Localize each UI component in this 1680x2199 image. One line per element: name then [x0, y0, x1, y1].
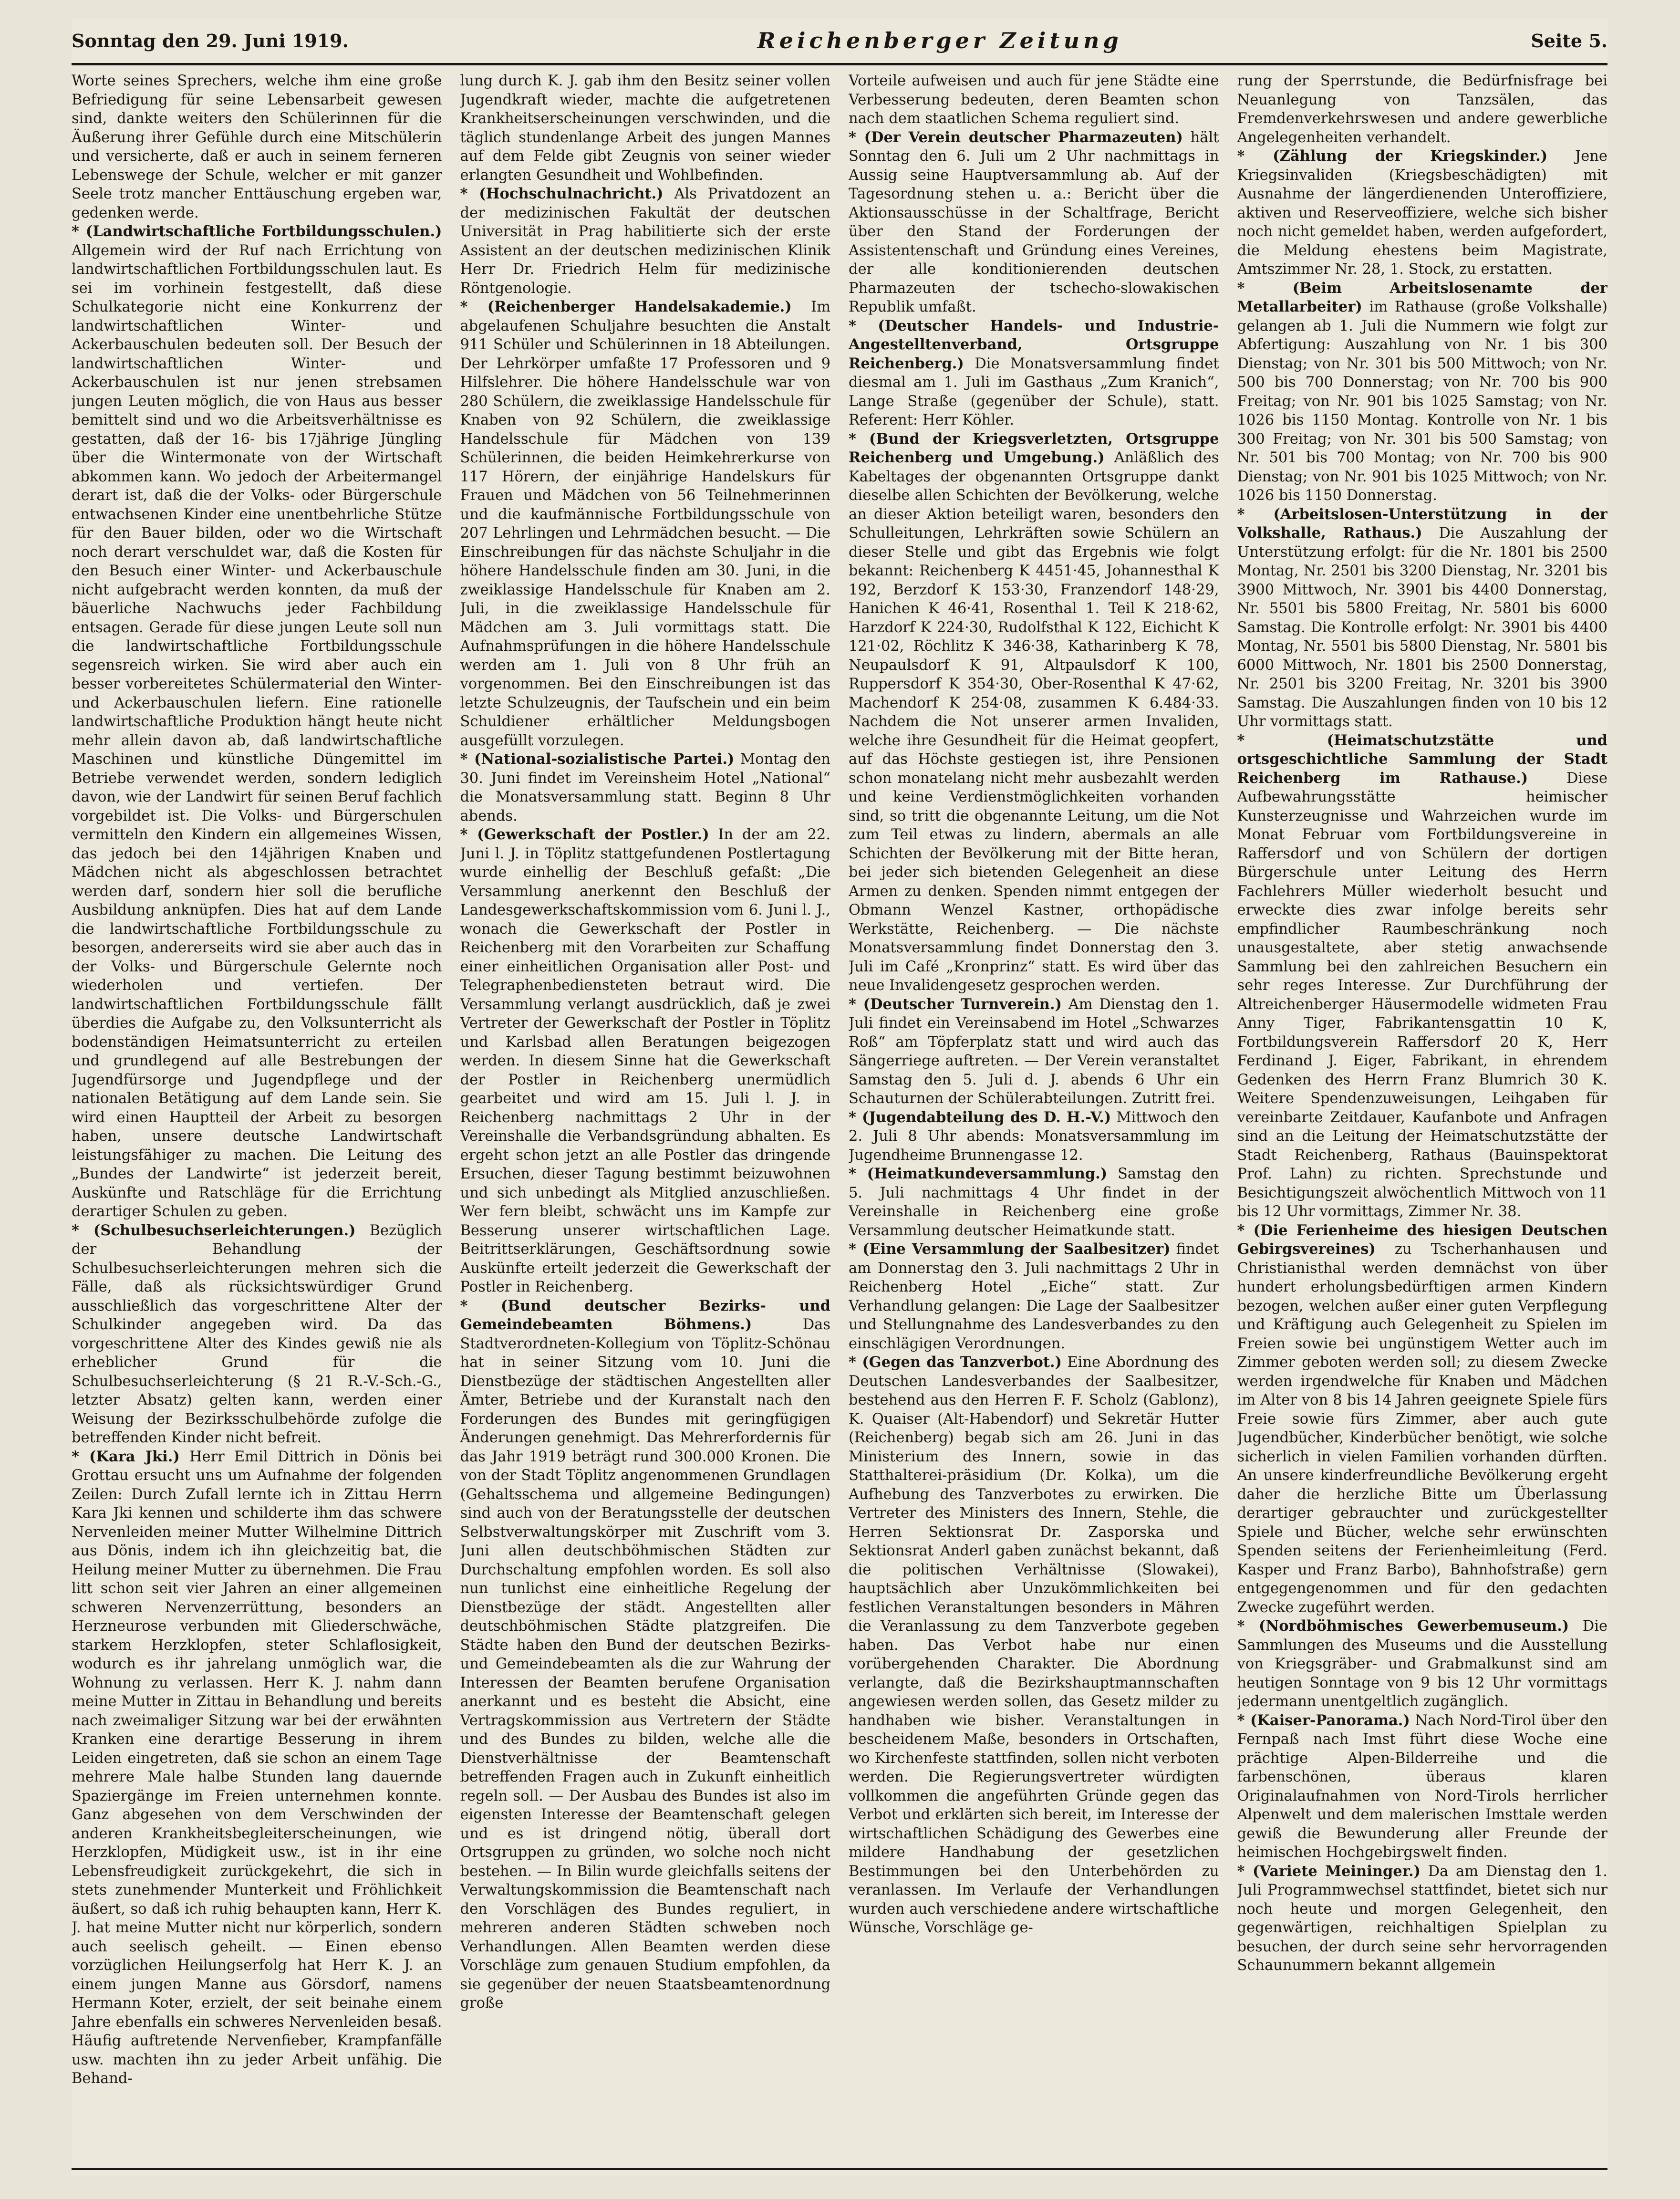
article-body: im Rathause (große Volkshalle) gelangen ab 1. Juli die Nummern wie folgt zur Abfertigung: Auszahlung von Nr. 1 bis 300 Dienstag; von Nr. 301 bis 500 Mittwoch; von Nr. 500 bis 700 Donnerstag; von Nr. 700 bis 900 Freitag; von Nr. 901 bis 1025 Samstag; von Nr. 1026 bis 1150 Montag. Kontrolle von Nr. 1 bis 300 Freitag; von Nr. 301 bis 500 Samstag; von Nr. 501 bis 700 Montag; von Nr. 700 bis 900 Dienstag; von Nr. 901 bis 1025 Mittwoch; von Nr. 1026 bis 1150 Donnerstag. — [1237, 299, 1607, 504]
article-heading: * (Nordböhmisches Gewerbemuseum.) — [1237, 1617, 1569, 1635]
article-heading: * (Beim Arbeitslosenamte der Metallarbeiter) — [1237, 279, 1607, 315]
article-heading: * (Landwirtschaftliche Fortbildungsschulen.) — [72, 223, 442, 240]
article-heading: * (Zählung der Kriegskinder.) — [1237, 147, 1548, 165]
article-body: Im abgelaufenen Schuljahre besuchten die Anstalt 911 Schüler und Schülerinnen in 18 Abteilungen. Der Lehrkörper umfaßte 17 Professoren und 9 Hilfslehrer. Die höhere Handelsschule war von 280 Schülern, die zweiklassige Handelsschule für Knaben von 92 Schülern, die zweiklassige Handelsschule für Mädchen von 139 Schülerinnen, die beiden Heimkehrerkurse von 117 Hörern, der einjährige Handelskurs für Frauen und Mädchen von 56 Teilnehmerinnen und die kaufmännische Fortbildungsschule von 207 Lehrlingen und Lehrmädchen besucht. — Die Einschreibungen für das nächste Schuljahr in die höhere Handelsschule finden am 30. Juni, in die zweiklassige Handelsschule für Knaben am 2. Juli, in die zweiklassige Handelsschule für Mädchen am 3. Juli vormittags statt. Die Aufnahmsprüfungen in die höhere Handelsschule werden am 1. Juli von 8 Uhr früh an vorgenommen. Bei den Einschreibungen ist das letzte Schulzeugnis, der Taufschein und ein beim Schuldiener erhältlicher Meldungsbogen ausgefüllt vorzulegen. — [460, 299, 830, 749]
article — [72, 1448, 442, 2088]
article-heading: * (Variete Meininger.) — [1237, 1862, 1421, 1880]
column-2 — [460, 72, 831, 2166]
article-body: Mittwoch den 2. Juli 8 Uhr abends: Monatsversammlung im Jugendheime Brunnengasse 12. — [849, 1109, 1219, 1164]
article-body: zu Tscherhanhausen und Christianisthal werden demnächst von über hundert erholungsbedürftigen armen Kindern bezogen, welchen außer einer guten Verpflegung und Kräftigung auch Gelegenheit zu Spielen im Freien sowie bei ungünstigem Wetter auch im Zimmer geboten werden soll; zu diesem Zwecke werden irgendwelche für Knaben und Mädchen im Alter von 8 bis 14 Jahren geeignete Spiele fürs Freie sowie fürs Zimmer, aber auch gute Jugendbücher, Kinderbücher benötigt, wie solche sicherlich in vielen Familien vorhanden dürften. An unsere kinderfreundliche Bevölkerung ergeht daher die herzliche Bitte um Überlassung derartiger gebrauchter und zurückgestellter Spiele und Bücher, welche sehr erwünschten Spenden seitens der Ferienheimleitung (Ferd. Kasper und Franz Barbo), Bahnhofstraße) gern entgegengenommen und für den gedachten Zwecke zugeführt werden. — [1237, 1241, 1607, 1616]
article — [849, 995, 1219, 1108]
masthead-title: Reichenberger Zeitung — [757, 28, 1122, 53]
article — [1237, 1862, 1608, 1975]
article-heading: * (Schulbesuchserleichterungen.) — [72, 1221, 356, 1239]
article-heading: * (Deutscher Handels- und Industrie-Angestelltenverband, Ortsgruppe Reichenberg.) — [849, 317, 1219, 372]
article-body: Herr Emil Dittrich in Dönis bei Grottau ersucht uns um Aufnahme der folgenden Zeilen: Durch Zufall lernte ich in Zittau Herrn Kara Jki kennen und schilderte ihm das schwere Nervenleiden meiner Mutter Wilhelmine Dittrich aus Dönis, indem ich ihn gleichzeitig bat, die Heilung meiner Mutter zu übernehmen. Die Frau litt schon seit vier Jahren an einer allgemeinen schweren Nervenzerrüttung, besonders an Herzneurose verbunden mit Gliederschwäche, starkem Herzklopfen, steter Schlaflosigkeit, wodurch es ihr jahrelang unmöglich war, die Wohnung zu verlassen. Herr K. J. nahm dann meine Mutter in Zittau in Behandlung und bereits nach zweimaliger Sitzung war bei der erwähnten Kranken eine derartige Besserung in ihrem Leiden eingetreten, daß sie schon an einem Tage mehrere Male halbe Stunden lang dauernde Spaziergänge im Freien unternehmen konnte. Ganz abgesehen von dem Verschwinden der anderen Krankheitsbegleiterscheinungen, wie Herzklopfen, Müdigkeit usw., ist in ihr eine Lebensfreudigkeit zurückgekehrt, die sich in stets zunehmender Munterkeit und Fröhlichkeit äußert, so daß ich ruhig behaupten kann, Herr K. J. hat meine Mutter nicht nur körperlich, sondern auch seelisch geheilt. — Einen ebenso vorzüglichen Heilungserfolg hat Herr K. J. an einem jungen Manne aus Görsdorf, namens Hermann Koter, erzielt, der seit beinahe einem Jahre ebenfalls ein schweres Nervenleiden besaß. Häufig auftretende Nervenfieber, Krampfanfälle usw. machten ihn zu jeder Arbeit unfähig. Die Behand- — [72, 1448, 442, 2087]
article-heading: * (Gegen das Tanzverbot.) — [849, 1354, 1062, 1371]
article — [72, 1221, 442, 1448]
article-heading: * (Jugendabteilung des D. H.-V.) — [849, 1108, 1111, 1126]
article-body: Nach Nord-Tirol über den Fernpaß nach Imst führt diese Woche eine prächtige Alpen-Bilderreihe und die farbenschönen, überaus klaren Originalaufnahmen von Nord-Tirols herrlicher Alpenwelt und dem malerischen Imsttale werden gewiß die Bewunderung aller Freunde der heimischen Hochgebirgswelt finden. — [1237, 1712, 1607, 1861]
article — [849, 317, 1219, 430]
article — [460, 1297, 831, 2013]
header-rule — [72, 63, 1607, 65]
article — [849, 1353, 1219, 1938]
article-body: In der am 22. Juni l. J. in Töplitz stattgefundenen Postlertagung wurde einhellig der Beschluß gefaßt: „Die Versammlung anerkennt den Beschluß der Landesgewerkschaftskommission vom 6. Juni l. J., wonach die Gewerkschaft der Postler in Reichenberg mit den Vorarbeiten zur Schaffung einer einheitlichen Organisation aller Post- und Telegraphenbediensteten betraut wird. Die Versammlung verlangt ausdrücklich, daß je zwei Vertreter der Gewerkschaft der Postler in Töplitz und Karlsbad allen Beratungen beigezogen werden. In diesem Sinne hat die Gewerkschaft der Postler in Reichenberg unermüdlich gearbeitet und wird am 15. Juli l. J. in Reichenberg nachmittags 2 Uhr in der Vereinshalle die Verbandsgründung abhalten. Es ergeht schon jetzt an alle Postler das dringende Ersuchen, dieser Tagung bestimmt beizuwohnen und sich unbedingt als Mitglied anzuschließen. Wer fern bleibt, schwächt uns im Kampfe zur Besserung unserer wirtschaftlichen Lage. Beitrittserklärungen, Geschäftsordnung sowie Auskünfte erteilt jederzeit die Gewerkschaft der Postler in Reichenberg. — [460, 826, 830, 1295]
page-header — [72, 24, 1607, 57]
article-body: Diese Aufbewahrungsstätte heimischer Kunsterzeugnisse und Wahrzeichen wurde im Monat Februar vom Fortbildungsvereine in Raffersdorf und von Schülern der dortigen Bürgerschule unter Leitung des Herrn Fachlehrers Müller wiederholt besucht und erweckte dies zwar infolge bereits sehr empfindlicher Raumbeschränkung noch unausgestaltete, aber stetig anwachsende Sammlung bei den zahlreichen Besuchern ein sehr reges Interesse. Zur Durchführung der Altreichenberger Häusermodelle widmeten Frau Anny Tiger, Fabrikantensgattin 10 K, Fortbildungsverein Raffersdorf 20 K, Herr Ferdinand J. Eiger, Fabrikant, in ehrendem Gedenken des Herrn Franz Blumrich 30 K. Weitere Spendenzuweisungen, Leihgaben für vereinbarte Zeitdauer, Kaufanbote und Anfragen sind an die Leitung der Heimatschutzstätte der Stadt Reichenberg, Rathaus (Bauinspektorat Prof. Lahn) zu richten. Sprechstunde und Besichtigungszeit alwöchentlich Mittwoch von 11 bis 12 Uhr vormittags, Zimmer Nr. 38. — [1237, 770, 1607, 1220]
article-body: Die Monatsversammlung findet diesmal am 1. Juli im Gasthaus „Zum Kranich“, Lange Straße (gegenüber der Schule), statt. Referent: Herr Köhler. — [849, 355, 1219, 428]
article — [460, 185, 831, 298]
article-heading: * (Heimatkundeversammlung.) — [849, 1165, 1108, 1182]
article-heading: * (Hochschulnachricht.) — [460, 185, 664, 202]
article-columns — [72, 72, 1607, 2166]
column-4 — [1237, 72, 1608, 2166]
article-body: Montag den 30. Juni findet im Vereinsheim Hotel „National“ die Monatsversammlung statt. Beginn 8 Uhr abends. — [460, 751, 830, 824]
article — [849, 430, 1219, 995]
article-body: Bezüglich der Behandlung der Schulbesuchserleichterungen mehren sich die Fälle, daß als rücksichtswürdiger Grund ausschließlich das vorgeschrittene Alter der Schulkinder angegeben wird. Da das vorgeschrittene Alter des Kindes gewiß nie als erheblicher Grund für die Schulbesuchserleichterung (§ 21 R.-V.-Sch.-G., letzter Absatz) gelten kann, werden einer Weisung der Bezirksschulbehörde zufolge die betreffenden Kinder nicht befreit. — [72, 1222, 442, 1446]
header-date: Sonntag den 29. Juni 1919. — [72, 30, 349, 52]
article-heading: * (Deutscher Turnverein.) — [849, 995, 1062, 1013]
footer-rule — [72, 2168, 1607, 2170]
article — [1237, 1711, 1608, 1862]
article — [72, 222, 442, 1221]
article-heading: * (Reichenberger Handelsakademie.) — [460, 298, 792, 315]
article-heading: * (Arbeitslosen-Unterstützung in der Volkshalle, Rathaus.) — [1237, 505, 1607, 542]
article — [849, 1108, 1219, 1165]
article-heading: * (Eine Versammlung der Saalbesitzer) — [849, 1240, 1171, 1258]
article-heading: * (Kara Jki.) — [72, 1448, 180, 1465]
article — [849, 1165, 1219, 1240]
article-heading: * (Kaiser-Panorama.) — [1237, 1711, 1410, 1729]
article — [1237, 731, 1608, 1221]
article — [849, 1240, 1219, 1353]
article-body: Jene Kriegsinvaliden (Kriegsbeschädigten) mit Ausnahme der längerdienenden Unteroffiziere, aktiven und Reserveoffiziere, welche sich bisher noch nicht gemeldet haben, werden aufgefordert, die Meldung ehestens beim Magistrate, Amtszimmer Nr. 28, 1. Stock, zu erstatten. — [1237, 148, 1607, 278]
article-continuation: Worte seines Sprechers, welche ihm eine große Befriedigung für seine Lebensarbeit gewesen sind, dankte weiters den Schülerinnen für die Äußerung ihrer Gefühle durch eine Mitschülerin und versicherte, daß er auch in seinem ferneren Lebenswege der Schule, welcher er mit ganzer Seele trotz mancher Enttäuschung ergeben war, gedenken werde. — [72, 73, 442, 221]
article — [1237, 1617, 1608, 1711]
article-continuation: Vorteile aufweisen und auch für jene Städte eine Verbesserung bedeuten, deren Beamten schon nach dem staatlichen Schema reguliert sind. — [849, 73, 1219, 127]
article-body: findet am Donnerstag den 3. Juli nachmittags 2 Uhr in Reichenberg Hotel „Eiche“ statt. Zur Verhandlung gelangen: Die Lage der Saalbesitzer und Stellungnahme des Landesverbandes zu den einschlägigen Verordnungen. — [849, 1241, 1219, 1352]
article-body: Die Auszahlung der Unterstützung erfolgt: für die Nr. 1801 bis 2500 Montag, Nr. 2501 bis 3200 Dienstag, Nr. 3201 bis 3900 Mittwoch, Nr. 3901 bis 4400 Donnerstag, Nr. 5501 bis 5800 Freitag, Nr. 5801 bis 6000 Samstag. Die Kontrolle erfolgt: Nr. 3901 bis 4400 Montag, Nr. 5501 bis 5800 Dienstag, Nr. 5801 bis 6000 Mittwoch, Nr. 1801 bis 2500 Donnerstag, Nr. 2501 bis 3200 Freitag, Nr. 3201 bis 3900 Samstag. Die Auszahlungen finden von 10 bis 12 Uhr vormittags statt. — [1237, 525, 1607, 730]
article-heading: * (National-sozialistische Partei.) — [460, 750, 735, 768]
article-body: Samstag den 5. Juli nachmittags 4 Uhr findet in der Vereinshalle in Reichenberg eine große Versammlung deutscher Heimatkunde statt. — [849, 1166, 1219, 1239]
article-body: Eine Abordnung des Deutschen Landesverbandes der Saalbesitzer, bestehend aus den Herren F. F. Scholz (Gablonz), K. Quaiser (Alt-Habendorf) und Sekretär Hutter (Reichenberg) begab sich am 26. Juni in das Ministerium des Innern, sowie in das Statthalterei-präsidium (Dr. Kolka), um die Aufhebung des Tanzverbotes zu erwirken. Die Vertreter des Ministers des Innern, Stehle, die Herren Sektionsrat Dr. Zasporska und Sektionsrat Anderl gaben zunächst bekannt, daß die politischen Verhältnisse (Slowakei), hauptsächlich aber Unzukömmlichkeiten bei festlichen Veranstaltungen besonders in Mähren die Veranlassung zu dem Tanzverbote gegeben haben. Das Verbot habe nur einen vorübergehenden Charakter. Die Abordnung verlangte, daß die Bezirkshauptmannschaften angewiesen werden sollen, das Gesetz milder zu handhaben wie bisher. Veranstaltungen in bescheidenem Maße, besonders in Ortschaften, wo Kirchenfeste stattfinden, sollen nicht verboten werden. Die Regierungsvertreter würdigten vollkommen die angeführten Gründe gegen das Verbot und erklärten sich bereit, im Interesse der wirtschaftlichen Schädigung des Gewerbes eine mildere Handhabung der gesetzlichen Bestimmungen bei den Unterbehörden zu veranlassen. Im Verlaufe der Verhandlungen wurden auch verschiedene andere wirtschaftliche Wünsche, Vorschläge ge- — [849, 1354, 1219, 1936]
article — [1237, 505, 1608, 731]
article-body: Die Sammlungen des Museums und die Ausstellung von Kriegsgräber- und Grabmalkunst sind am heutigen Sonntage von 9 bis 12 Uhr vormittags jedermann unentgeltlich zugänglich. — [1237, 1618, 1607, 1710]
newspaper-page — [72, 19, 1607, 2176]
article-body: Allgemein wird der Ruf nach Errichtung von landwirtschaftlichen Fortbildungsschulen laut. Es sei im vorhinein festgestellt, daß diese Schulkategorie nicht eine Konkurrenz der landwirtschaftlichen Winter- und Ackerbauschulen bedeuten soll. Der Besuch der landwirtschaftlichen Winter- und Ackerbauschulen ist nur jenen strebsamen jungen Leuten möglich, die von Haus aus besser bemittelt sind und wo die Arbeitsverhältnisse es gestatten, daß der 16- bis 17jährige Jüngling über die Wintermonate von der Wirtschaft abkommen kann. Wo jedoch der Arbeitermangel derart ist, daß die der Volks- oder Bürgerschule entwachsenen Kinder eine unentbehrliche Stütze für den Bauer bilden, oder wo die Wirtschaft noch derart verschuldet war, daß die Kosten für den Besuch einer Winter- und Ackerbauschule nicht aufgebracht werden konnten, da muß der bäuerliche Nachwuchs jeder Fachbildung entsagen. Gerade für diese jungen Leute soll nun die landwirtschaftliche Fortbildungsschule segensreich wirken. Sie wird aber auch ein besser vorbereitetes Schülermaterial den Winter- und Ackerbauschulen liefern. Eine rationelle landwirtschaftliche Produktion hängt heute nicht mehr allein davon ab, daß landwirtschaftliche Maschinen und künstliche Düngemittel im Betriebe verwendet werden, sondern lediglich davon, wie der Landwirt für seinen Beruf fachlich vorgebildet ist. Die Volks- und Bürgerschulen vermitteln den Kindern ein allgemeines Wissen, das jedoch bei den 14jährigen Knaben und Mädchen nicht als abgeschlossen betrachtet werden darf, sondern hier soll die berufliche Ausbildung anknüpfen. Dies hat auf dem Lande die landwirtschaftliche Fortbildungsschule zu besorgen, andererseits wird sie aber auch das in der Volks- und Bürgerschule Gelernte noch wiederholen und vertiefen. Der landwirtschaftlichen Fortbildungsschule fällt überdies die Aufgabe zu, den Volksunterricht als bodenständigen Heimatsunterricht zu erteilen und grundlegend auf alle Bestrebungen der Jugendfürsorge und Jugendpflege und der nationalen Betätigung auf dem Lande sein. Sie wird einen Hauptteil der Arbeit zu besorgen haben, unsere deutsche Landwirtschaft leistungsfähiger zu machen. Die Leitung des „Bundes der Landwirte“ ist jederzeit bereit, Auskünfte und Ratschläge für die Errichtung derartiger Schulen zu geben. — [72, 242, 442, 1220]
article — [849, 128, 1219, 317]
article-body: Am Dienstag den 1. Juli findet ein Vereinsabend im Hotel „Schwarzes Roß“ am Töpferplatz statt und wird auch das Sängerriege auftreten. — Der Verein veranstaltet Samstag den 5. Juli d. J. abends 6 Uhr ein Schauturnen der Schülerabteilungen. Zutritt frei. — [849, 996, 1219, 1107]
article-body: Das Stadtverordneten-Kollegium von Töplitz-Schönau hat in seiner Sitzung vom 10. Juni die Dienstbezüge der städtischen Angestellten aller Ämter, Betriebe und der Kuranstalt nach den Forderungen des Bundes mit geringfügigen Änderungen genehmigt. Das Mehrerfordernis für das Jahr 1919 beträgt rund 300.000 Kronen. Die von der Stadt Töplitz angenommenen Grundlagen (Gehaltsschema und allgemeine Bedingungen) sind auch von der Beratungsstelle der deutschen Selbstverwaltungskörper mit Zuschrift vom 3. Juni allen deutschböhmischen Städten zur Durchschaltung empfohlen worden. Es soll also nun tunlichst eine einheitliche Regelung der Dienstbezüge der städt. Angestellten aller deutschböhmischen Städte platzgreifen. Die Städte haben den Bund der deutschen Bezirks- und Gemeindebeamten als die zur Wahrung der Interessen der Beamten berufene Organisation anerkannt und es besteht die Absicht, eine Vertragskommission aus Vertretern der Städte und des Bundes zu bilden, welche alle die Dienstverhältnisse der Beamtenschaft betreffenden Fragen auch in Zukunft einheitlich regeln soll. — Der Ausbau des Bundes ist also im eigensten Interesse der Beamtenschaft gelegen und es ist dringend nötig, überall dort Ortsgruppen zu gründen, wo solche noch nicht bestehen. — In Bilin wurde gleichfalls seitens der Verwaltungskommission die Beamtenschaft nach den Vorschlägen des Bundes reguliert, in mehreren anderen Städten schweben noch Verhandlungen. Allen Beamten werden diese Vorschläge zum genauen Studium empfohlen, da sie gegenüber der neuen Staatsbeamtenordnung große — [460, 1316, 830, 2011]
page-number: Seite 5. — [1531, 30, 1607, 52]
article-heading: * (Die Ferienheime des hiesigen Deutschen Gebirgsvereines) — [1237, 1221, 1607, 1258]
article — [1237, 147, 1608, 279]
article-heading: * (Bund deutscher Bezirks- und Gemeindebeamten Böhmens.) — [460, 1297, 830, 1333]
article — [460, 750, 831, 825]
article-body: Da am Dienstag den 1. Juli Programmwechsel stattfindet, bietet sich nur noch heute und morgen Gelegenheit, den gegenwärtigen, reichhaltigen Spielplan zu besuchen, der durch seine sehr hervorragenden Schaunummern bekannt allgemein — [1237, 1863, 1607, 1974]
column-1 — [72, 72, 442, 2166]
article — [1237, 279, 1608, 505]
article-continuation: rung der Sperrstunde, die Bedürfnisfrage bei Neuanlegung von Tanzsälen, das Fremdenverkehrswesen und andere gewerbliche Angelegenheiten verhandelt. — [1237, 73, 1607, 146]
article — [1237, 1221, 1608, 1617]
article-heading: * (Der Verein deutscher Pharmazeuten) — [849, 128, 1183, 146]
article-heading: * (Heimatschutzstätte und ortsgeschichtliche Sammlung der Stadt Reichenberg im Rathause.) — [1237, 731, 1607, 787]
article-continuation: lung durch K. J. gab ihm den Besitz seiner vollen Jugendkraft wieder, machte die aufgetretenen Krankheitserscheinungen verschwinden, und die täglich stundenlange Arbeit des jungen Mannes auf dem Felde gibt Zeugnis von seiner wieder erlangten Gesundheit und Wohlbefinden. — [460, 73, 830, 184]
article — [460, 298, 831, 750]
column-3 — [849, 72, 1219, 2166]
article-heading: * (Bund der Kriegsverletzten, Ortsgruppe Reichenberg und Umgebung.) — [849, 430, 1219, 466]
article-heading: * (Gewerkschaft der Postler.) — [460, 826, 709, 843]
article — [460, 825, 831, 1297]
article-body: Als Privatdozent an der medizinischen Fakultät der deutschen Universität in Prag habilitierte sich der erste Assistent an der deutschen medizinischen Klinik Herr Dr. Friedrich Helm für medizinische Röntgenologie. — [460, 186, 830, 297]
article-body: Anläßlich des Kabeltages der obgenannten Ortsgruppe dankt dieselbe allen Schichten der Bevölkerung, welche an dieser Aktion beteiligt waren, besonders den Schulleitungen, Lehrkräften sowie Schülern an dieser Stelle und gibt das Ergebnis wie folgt bekannt: Reichenberg K 4451·45, Johannesthal K 192, Berzdorf K 153·30, Franzendorf 148·29, Hanichen K 46·41, Rosenthal 1. Teil K 218·62, Harzdorf K 224·30, Rudolfsthal K 122, Eichicht K 121·02, Röchlitz K 346·38, Katharinberg K 78, Neupaulsdorf K 91, Altpaulsdorf K 100, Ruppersdorf K 354·30, Ober-Rosenthal K 47·62, Machendorf K 254·08, zusammen K 6.484·33. Nachdem die Not unserer armen Invaliden, welche ihre Gesundheit für die Heimat geopfert, auf das Höchste gestiegen ist, ihre Pensionen schon monatelang nicht mehr ausbezahlt werden und keine Verdienstmöglichkeiten vorhanden sind, so tritt die obgenannte Leitung, um die Not zum Teil etwas zu lindern, abermals an alle Schichten der Bevölkerung mit der Bitte heran, bei jeder sich bietenden Gelegenheit an diese Armen zu denken. Spenden nimmt entgegen der Obmann Wenzel Kastner, orthopädische Werkstätte, Reichenberg. — Die nächste Monatsversammlung findet Donnerstag den 3. Juli im Café „Kronprinz“ statt. Es wird über das neue Invalidengesetz gesprochen werden. — [849, 449, 1219, 994]
article-body: hält Sonntag den 6. Juli um 2 Uhr nachmittags in Aussig seine Hauptversammlung ab. Auf der Tagesordnung stehen u. a.: Bericht über die Aktionsausschüsse in der Schaltfrage, Bericht über den Stand der Forderungen der Assistentenschaft und Gründung eines Vereines, der alle konditionierenden deutschen Pharmazeuten der tschecho-slowakischen Republik umfaßt. — [849, 129, 1219, 315]
